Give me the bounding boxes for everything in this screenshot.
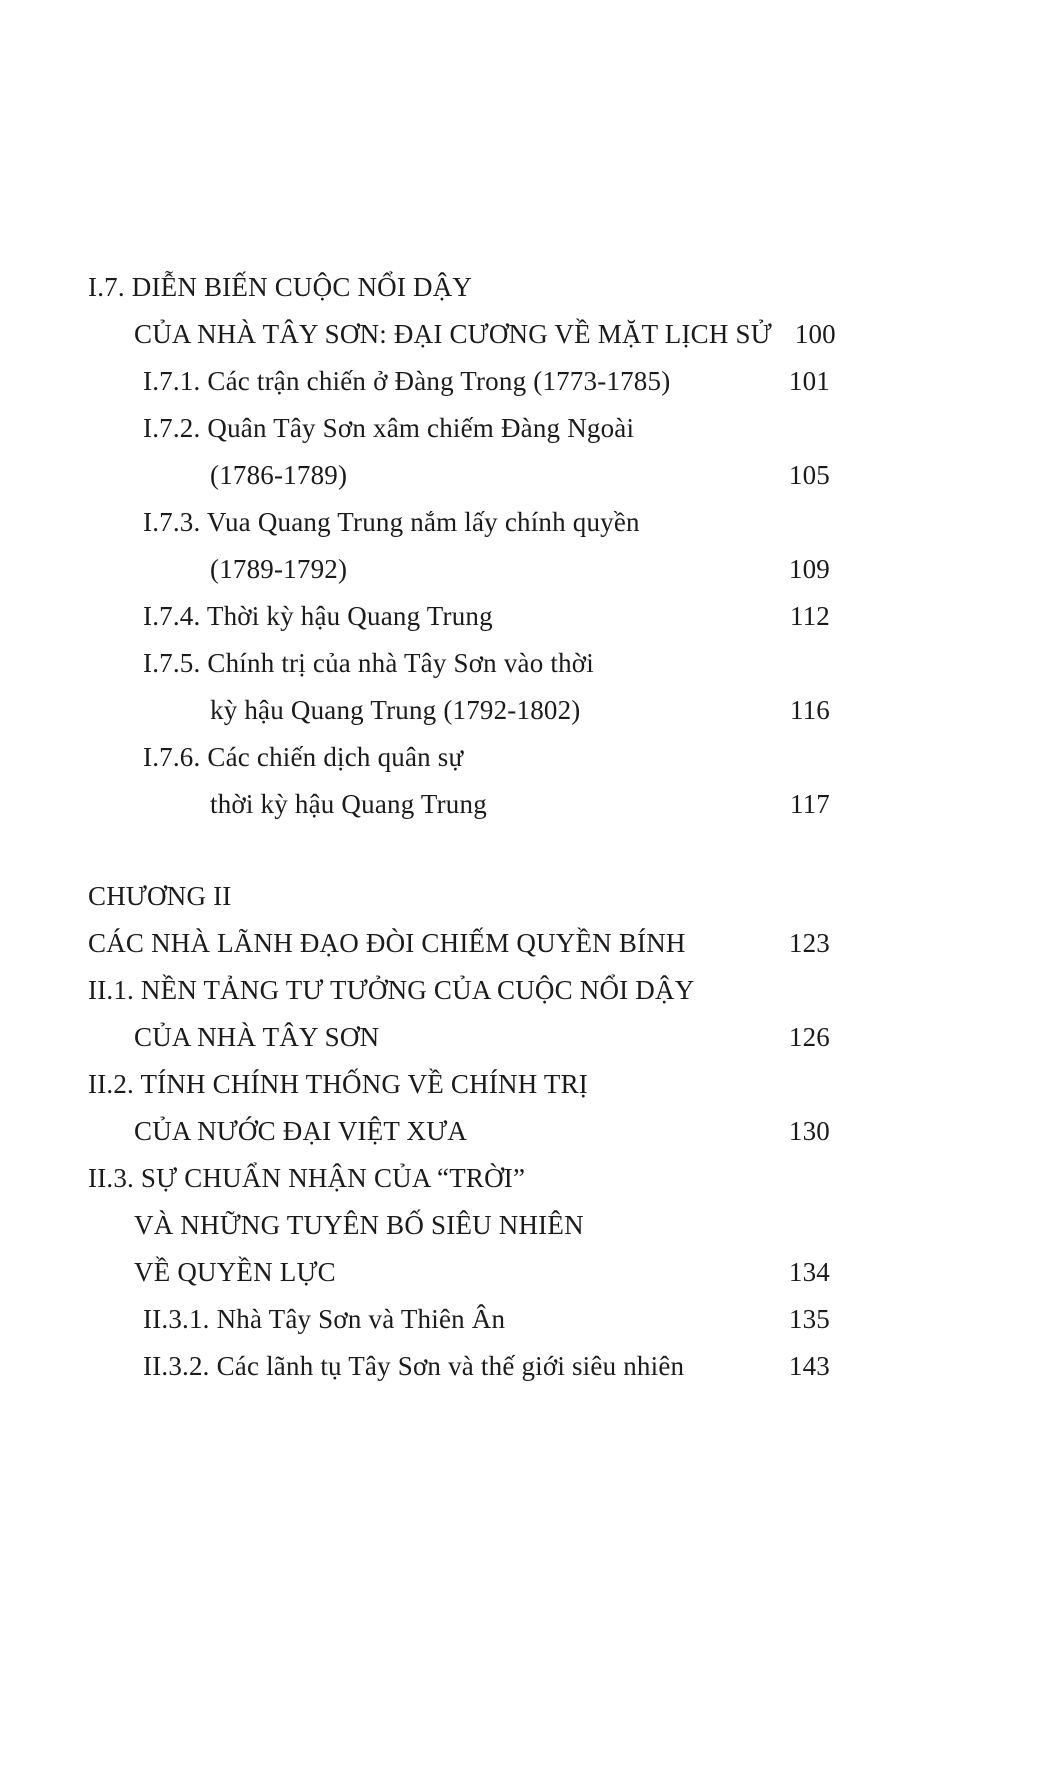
toc-entry-text: I.7.5. Chính trị của nhà Tây Sơn vào thời — [143, 648, 594, 678]
toc-row — [88, 1343, 830, 1390]
toc-entry-text: I.7.6. Các chiến dịch quân sự — [143, 742, 464, 772]
toc-row — [88, 1249, 830, 1296]
toc-entry-text: CỦA NHÀ TÂY SƠN: ĐẠI CƯƠNG VỀ MẶT LỊCH SỬ — [134, 319, 772, 349]
toc-entry-text: I.7.4. Thời kỳ hậu Quang Trung — [143, 601, 493, 631]
toc-row — [88, 1155, 830, 1202]
toc-row — [88, 1108, 830, 1155]
toc-row — [88, 1296, 830, 1343]
toc-entry-text: CỦA NHÀ TÂY SƠN — [134, 1022, 380, 1052]
toc-page-number: 126 — [788, 1022, 830, 1052]
toc-row — [88, 734, 830, 781]
toc-entry-text: II.3.2. Các lãnh tụ Tây Sơn và thế giới siêu nhiên — [143, 1351, 685, 1381]
toc-entry-text: II.1. NỀN TẢNG TƯ TƯỞNG CỦA CUỘC NỔI DẬY — [88, 975, 695, 1005]
toc-entry-text: CHƯƠNG II — [88, 881, 232, 911]
toc-page-number: 105 — [788, 460, 830, 490]
toc-row — [88, 452, 830, 499]
toc-page-number: 116 — [789, 695, 830, 725]
toc-row — [88, 311, 836, 358]
table-of-contents — [88, 264, 836, 1390]
toc-row — [88, 781, 830, 828]
toc-page-number: 130 — [788, 1116, 830, 1146]
toc-page-number: 134 — [788, 1257, 830, 1287]
toc-entry-text: I.7.3. Vua Quang Trung nắm lấy chính quyền — [143, 507, 640, 537]
toc-page-number: 135 — [788, 1304, 830, 1334]
toc-row — [88, 920, 830, 967]
toc-entry-text: (1789-1792) — [210, 554, 348, 584]
toc-row — [88, 640, 830, 687]
toc-entry-text: (1786-1789) — [210, 460, 348, 490]
toc-row — [88, 499, 830, 546]
toc-entry-text: II.3. SỰ CHUẨN NHẬN CỦA “TRỜI” — [88, 1163, 526, 1193]
toc-page-number: 100 — [794, 319, 836, 349]
toc-page-number: 143 — [788, 1351, 830, 1381]
toc-page-number: 112 — [789, 601, 830, 631]
toc-page-number: 123 — [788, 928, 830, 958]
toc-entry-text: II.3.1. Nhà Tây Sơn và Thiên Ân — [143, 1304, 506, 1334]
toc-row — [88, 405, 830, 452]
toc-entry-text: I.7. DIỄN BIẾN CUỘC NỔI DẬY — [88, 272, 473, 302]
toc-row — [88, 687, 830, 734]
toc-entry-text: kỳ hậu Quang Trung (1792-1802) — [210, 695, 581, 725]
toc-entry-text: II.2. TÍNH CHÍNH THỐNG VỀ CHÍNH TRỊ — [88, 1069, 588, 1099]
toc-page-number: 101 — [788, 366, 830, 396]
toc-page-number: 117 — [789, 789, 830, 819]
toc-row — [88, 593, 830, 640]
toc-entry-text: I.7.1. Các trận chiến ở Đàng Trong (1773-1785) — [143, 366, 671, 396]
toc-entry-text: VÀ NHỮNG TUYÊN BỐ SIÊU NHIÊN — [134, 1210, 584, 1240]
toc-entry-text: I.7.2. Quân Tây Sơn xâm chiếm Đàng Ngoài — [143, 413, 635, 443]
toc-row — [88, 546, 830, 593]
toc-row — [88, 264, 830, 311]
toc-row — [88, 873, 830, 920]
toc-row — [88, 967, 830, 1014]
toc-entry-text: CỦA NƯỚC ĐẠI VIỆT XƯA — [134, 1116, 468, 1146]
toc-row — [88, 1202, 830, 1249]
toc-page-number: 109 — [788, 554, 830, 584]
toc-row — [88, 1014, 830, 1061]
toc-row — [88, 1061, 830, 1108]
toc-row — [88, 358, 830, 405]
toc-entry-text: VỀ QUYỀN LỰC — [134, 1257, 336, 1287]
toc-entry-text: CÁC NHÀ LÃNH ĐẠO ĐÒI CHIẾM QUYỀN BÍNH — [88, 928, 686, 958]
toc-entry-text: thời kỳ hậu Quang Trung — [210, 789, 487, 819]
